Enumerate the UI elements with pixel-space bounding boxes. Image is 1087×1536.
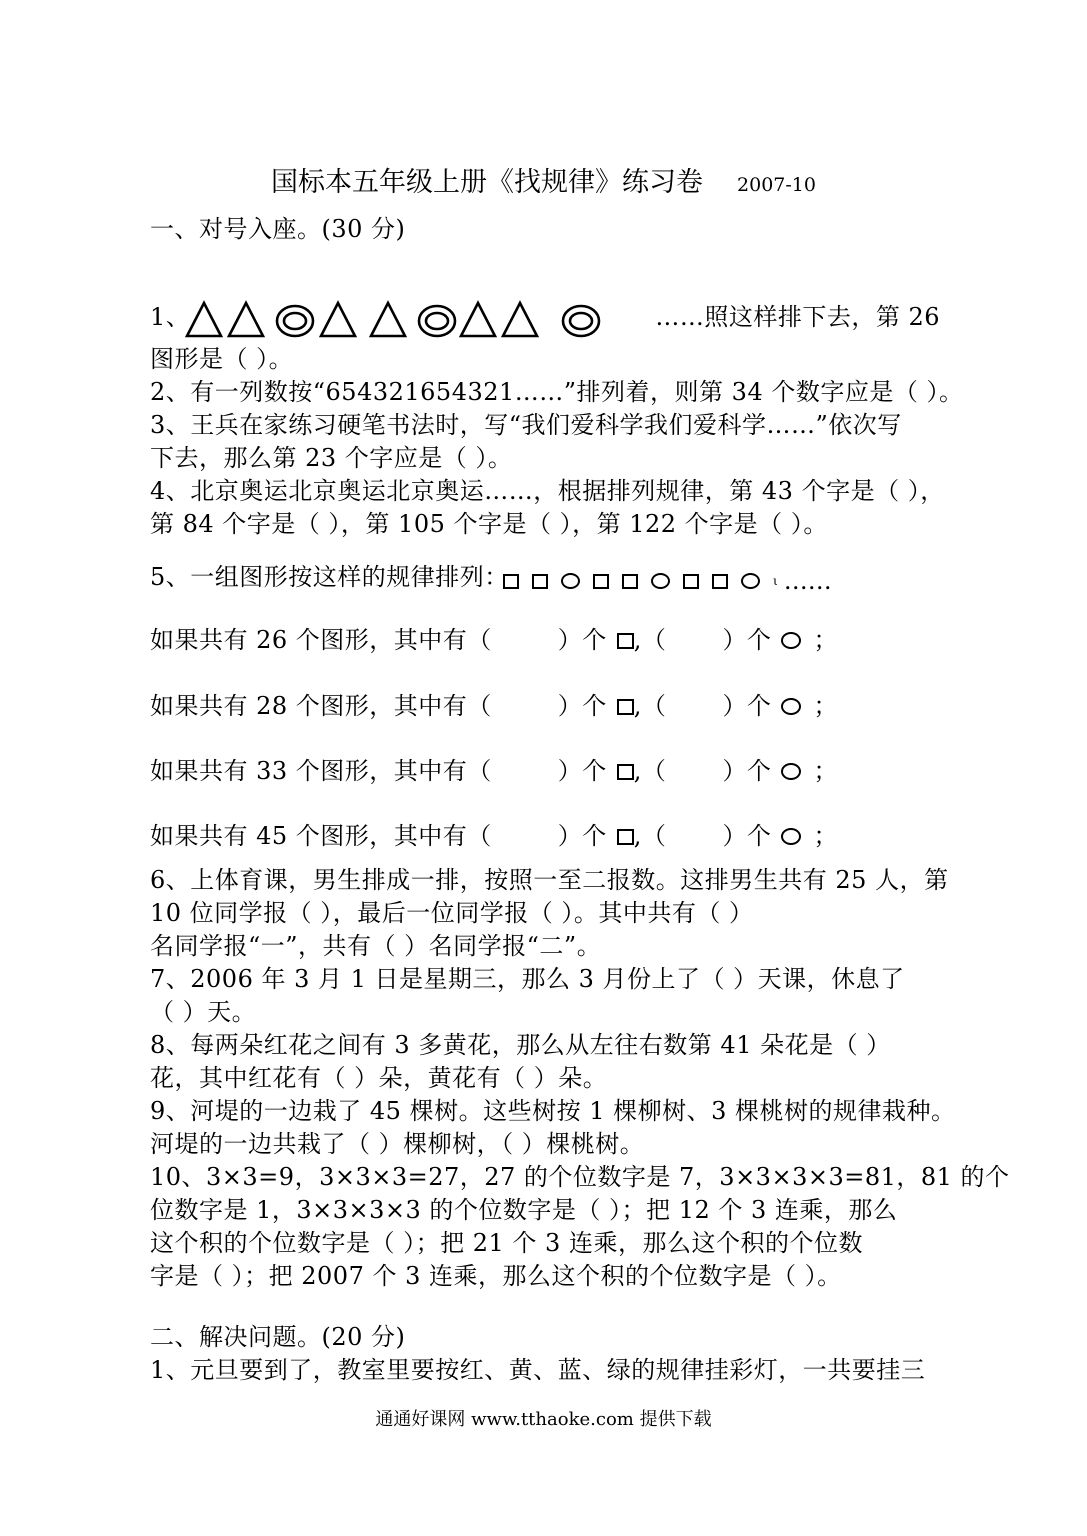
q5-row-count-label: ）个 [722,692,772,720]
q6-line1: 6、上体育课，男生排成一排，按照一至二报数。这排男生共有 25 人，第 [150,866,949,894]
square-icon [683,574,699,589]
q5-row-separator: ,（ [633,757,667,785]
q4-line2: 第 84 个字是（ ），第 105 个字是（ ），第 122 个字是（ ）。 [150,510,828,538]
q1-tail-text: ……照这样排下去，第 26 [655,303,940,331]
q5-row-end: ； [813,626,838,654]
q5-row-end: ； [813,822,838,850]
q5-row-count-label: ）个 [557,822,607,850]
circle-icon [561,573,580,589]
q5-row-count-label: ）个 [557,626,607,654]
q7-line1: 7、2006 年 3 月 1 日是星期三，那么 3 月份上了（ ）天课，休息了 [150,965,905,993]
q8-line1: 8、每两朵红花之间有 3 多黄花，那么从左往右数第 41 朵花是（ ） [150,1031,891,1059]
q5-lead: 5、一组图形按这样的规律排列： [150,563,509,591]
square-icon [622,574,638,589]
circle-icon [741,573,760,589]
triangle-icon [185,300,223,338]
double-circle-icon [417,304,457,338]
circle-icon [781,632,801,649]
square-icon [503,574,519,589]
q5-shape-sequence [503,567,845,595]
q8-line2: 花，其中红花有（ ）朵，黄花有（ ）朵。 [150,1064,608,1092]
double-circle-icon [275,304,315,338]
q3-line2: 下去，那么第 23 个字应是（ ）。 [150,444,513,472]
circle-icon [781,698,801,715]
q9-line2: 河堤的一边共栽了（ ）棵柳树，（ ）棵桃树。 [150,1130,645,1158]
square-icon [617,829,634,845]
q10-line1: 10、3×3=9，3×3×3=27，27 的个位数字是 7，3×3×3×3=81，81 的个 [150,1163,1010,1191]
triangle-icon [459,300,497,338]
q5-row-count-label: ）个 [722,626,772,654]
square-icon [593,574,609,589]
square-icon [617,699,634,715]
q9-line1: 9、河堤的一边栽了 45 棵树。这些树按 1 棵柳树、3 棵桃树的规律栽种。 [150,1097,956,1125]
q5-row-prefix: 如果共有 33 个图形，其中有（ [150,757,492,785]
circle-icon [651,573,670,589]
section2-heading: 二、解决问题。(20 分) [150,1323,406,1351]
title-text: 国标本五年级上册《找规律》练习卷 [271,167,704,198]
square-icon [617,764,634,780]
q5-row-prefix: 如果共有 26 个图形，其中有（ [150,626,492,654]
square-icon [617,633,634,649]
q5-row-count-label: ）个 [557,692,607,720]
q5-row-separator: ,（ [633,692,667,720]
square-icon [712,574,728,589]
q6-line2: 10 位同学报（ ），最后一位同学报（ ）。其中共有（ ） [150,899,754,927]
q5-ellipsis: …… [783,567,832,595]
q1-shape-sequence [185,290,601,338]
q5-row-separator: ,（ [633,822,667,850]
q5-count-row [150,624,940,656]
q3-line1: 3、王兵在家练习硬笔书法时，写“我们爱科学我们爱科学……”依次写 [150,411,902,439]
section1-heading: 一、对号入座。(30 分) [150,215,406,243]
q5-row-count-label: ）个 [722,822,772,850]
q5-count-row [150,690,940,722]
section2-q1-line1: 1、元旦要到了，教室里要按红、黄、蓝、绿的规律挂彩灯，一共要挂三 [150,1356,926,1384]
circle-icon [781,763,801,780]
q1-line2: 图形是（ ）。 [150,345,294,373]
triangle-icon [369,300,407,338]
q5-row-prefix: 如果共有 45 个图形，其中有（ [150,822,492,850]
q6-line3: 名同学报“一”，共有（ ）名同学报“二”。 [150,932,602,960]
q2-text: 2、有一列数按“654321654321……”排列着，则第 34 个数字应是（ ）。 [150,378,964,406]
triangle-icon [227,300,265,338]
q5-count-row [150,755,940,787]
circle-icon [781,828,801,845]
square-icon [532,574,548,589]
q10-line2: 位数字是 1，3×3×3×3 的个位数字是（ ）；把 12 个 3 连乘，那么 [150,1196,898,1224]
triangle-icon [501,300,539,338]
q5-tick-mark: ι [773,574,778,588]
q1-number: 1、 [150,303,191,331]
q10-line3: 这个积的个位数字是（ ）；把 21 个 3 连乘，那么这个积的个位数 [150,1229,863,1257]
q7-line2: （ ）天。 [150,998,257,1026]
q5-row-end: ； [813,692,838,720]
triangle-icon [319,300,357,338]
q5-row-prefix: 如果共有 28 个图形，其中有（ [150,692,492,720]
q5-row-end: ； [813,757,838,785]
page-footer: 通通好课网 www.tthaoke.com 提供下载 [375,1409,712,1430]
q5-row-separator: ,（ [633,626,667,654]
q5-count-row [150,820,940,852]
double-circle-icon [561,304,601,338]
q10-line4: 字是（ ）；把 2007 个 3 连乘，那么这个积的个位数字是（ ）。 [150,1262,842,1290]
title-date: 2007-10 [737,174,816,196]
q5-row-count-label: ）个 [557,757,607,785]
page-title [0,166,1087,202]
q5-row-count-label: ）个 [722,757,772,785]
q4-line1: 4、北京奥运北京奥运北京奥运……，根据排列规律，第 43 个字是（ ）， [150,477,945,505]
